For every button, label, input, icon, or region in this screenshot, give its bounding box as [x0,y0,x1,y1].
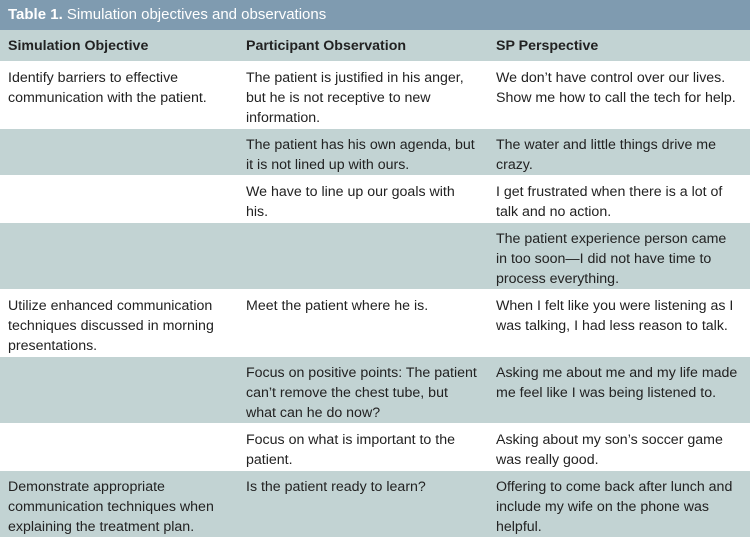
objective-cell [0,423,238,470]
table-row [0,128,750,175]
header-sp-perspective: SP Perspective [496,38,599,54]
header-participant-observation: Participant Observation [246,38,407,54]
table-row [0,289,750,356]
observation-cell [238,222,488,289]
perspective-cell: The water and little things drive me crazy. [496,136,717,173]
objective-cell: Demonstrate appropriate communication techniques when explaining the treatment plan. [8,478,214,535]
objective-cell [0,128,238,175]
perspective-cell: Asking about my son’s soccer game was really good. [496,431,723,468]
objective-cell: Identify barriers to effective communication with the patient. [8,69,207,106]
perspective-cell: We don’t have control over our lives. Show me how to call the tech for help. [496,69,736,106]
observation-cell: Meet the patient where he is. [246,297,429,314]
observation-cell: The patient has his own agenda, but it is not lined up with ours. [246,136,475,173]
table-row [0,175,750,222]
table-row [0,470,750,537]
perspective-cell: Offering to come back after lunch and include my wife on the phone was helpful. [496,478,733,535]
caption-label: Table 1. [8,6,63,23]
header-simulation-objective: Simulation Objective [8,38,149,54]
objective-cell [0,175,238,222]
observation-cell: Focus on positive points: The patient can’t remove the chest tube, but what can he do now? [246,364,477,421]
table-row [0,61,750,128]
perspective-cell: When I felt like you were listening as I was talking, I had less reason to talk. [496,297,734,334]
perspective-cell: Asking me about me and my life made me feel like I was being listened to. [496,364,738,401]
observation-cell: Is the patient ready to learn? [246,478,426,495]
table-row [0,356,750,423]
objective-cell [0,356,238,423]
observation-cell: We have to line up our goals with his. [246,183,455,220]
objective-cell: Utilize enhanced communication techniques discussed in morning presentations. [8,297,214,354]
objectives-table [0,30,750,538]
observation-cell: Focus on what is important to the patient. [246,431,455,468]
table-row [0,222,750,289]
table-caption [0,0,750,30]
perspective-cell: The patient experience person came in too soon—I did not have time to process everything. [496,230,727,287]
observation-cell: The patient is justified in his anger, but he is not receptive to new information. [246,69,464,126]
caption-text: Simulation objectives and observations [62,6,327,23]
perspective-cell: I get frustrated when there is a lot of talk and no action. [496,183,723,220]
header-row [0,30,750,61]
objective-cell [0,222,238,289]
table-row [0,423,750,470]
